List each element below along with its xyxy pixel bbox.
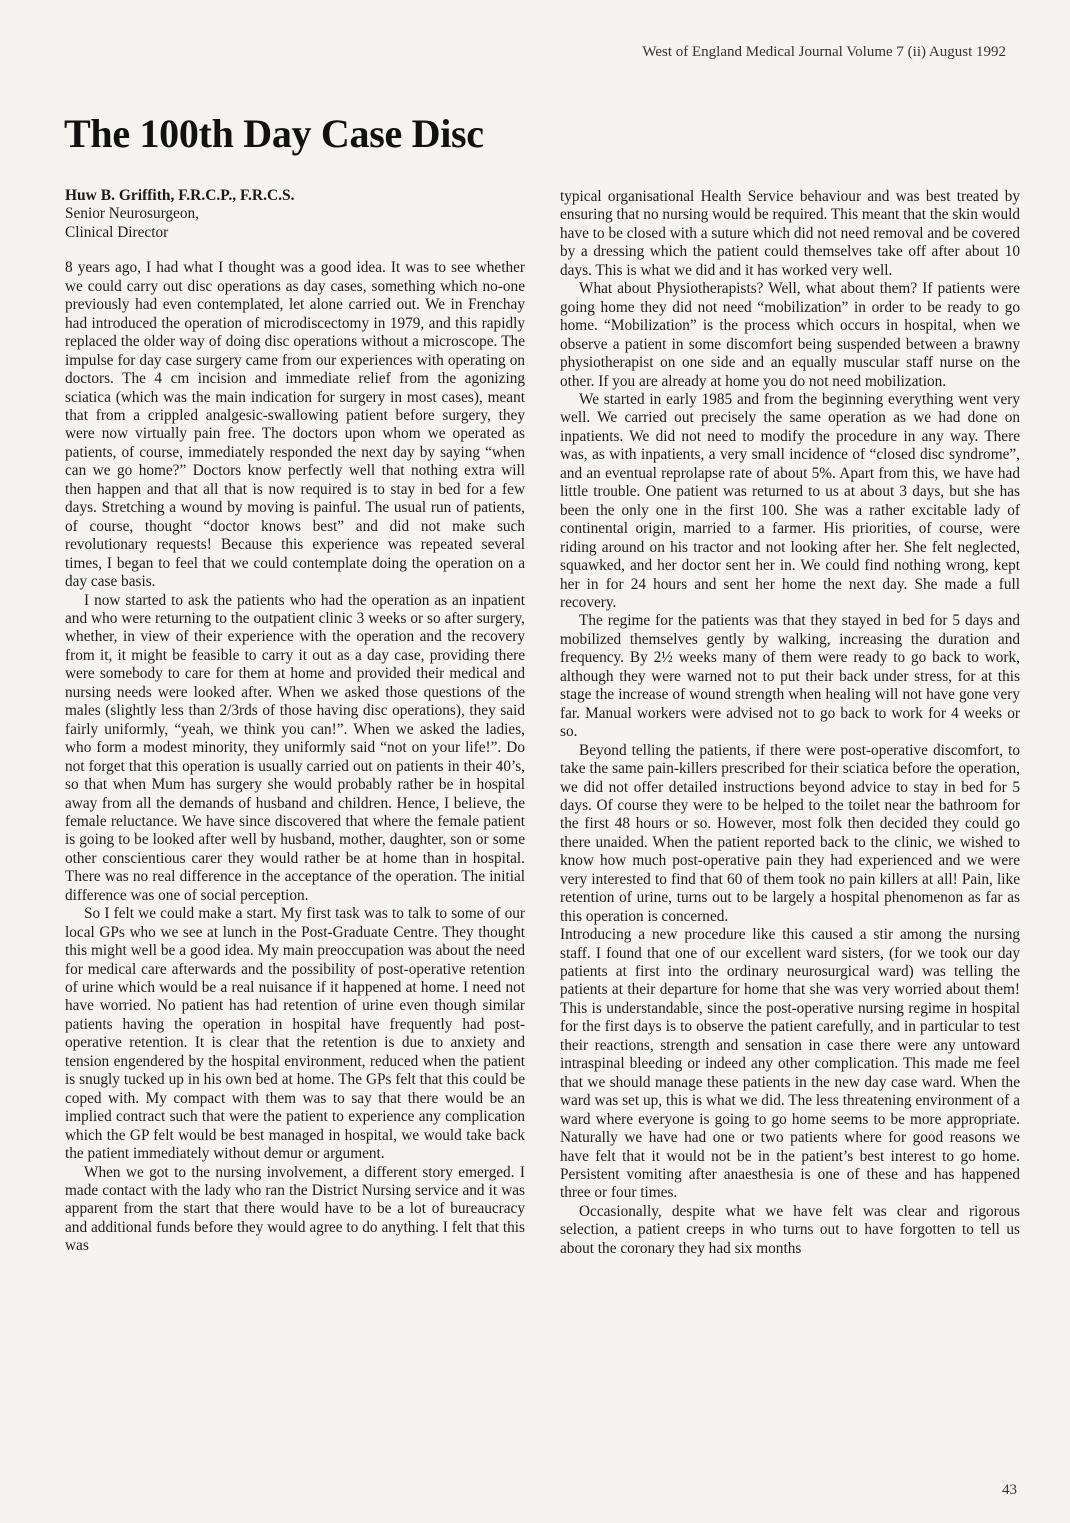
paragraph: 8 years ago, I had what I thought was a good idea. It was to see whether we could carry out disc operations as day cases, something which no-one previously had even contemplated, let alone carried out. We in Frenchay had introduced the operation of microdiscectomy in 1979, and this rapidly replaced the older way of doing disc operations without a microscope. The impulse for day case surgery came from our experiences with operating on doctors. The 4 cm incision and immediate relief from the agonizing sciatica (which was the main indication for surgery in most cases), meant that from a crippled analgesic-swallowing patient before surgery, they were now virtually pain free. The doctors upon whom we operated as patients, of course, immediately responded the next day by saying “when can we go home?” Doctors know perfectly well that nothing extra will then happen and that all that is now required is to stay in bed for a few days. Stretching a wound by moving is painful. The usual run of patients, of course, thought “doctor knows best” and did not make such revolutionary requests! Because this experience was repeated several times, I began to feel that we could contemplate doing the operation on a day case basis. [65,259,525,591]
paragraph: typical organisational Health Service behaviour and was best treated by ensuring that no nursing would be required. This meant that the skin would have to be closed with a suture which did not need removal and be covered by a dressing which the patient could themselves take off after about 10 days. This is what we did and it has worked very well. [560,188,1020,279]
running-head: West of England Medical Journal Volume 7 (ii) August 1992 [642,44,1006,60]
paragraph: When we got to the nursing involvement, a different story emerged. I made contact with the lady who ran the District Nursing service and it was apparent from the start that there would have to be a lot of bureaucracy and additional funds before they would agree to do anything. I felt that this was [65,1163,525,1255]
author-name: Huw B. Griffith, F.R.C.P., F.R.C.S. [65,187,295,204]
paragraph: Beyond telling the patients, if there were post-operative discomfort, to take the same pain-killers prescribed for their sciatica before the operation, we did not offer detailed instructions beyond advice to stay in bed for 5 days. Of course they were to be helped to the toilet near the bathroom for the first 48 hours or so. However, most folk then decided they could go there unaided. When the patient reported back to the clinic, we wished to know how much post-operative pain they had experienced and we were very interested to find that 60 of them took no pain killers at all! Pain, like retention of urine, turns out to be largely a hospital phenomenon as far as this operation is concerned. [560,741,1020,925]
right-column [560,188,1020,1258]
author-position: Senior Neurosurgeon, [65,205,199,223]
author-block [65,187,525,242]
paragraph: Introducing a new procedure like this caused a stir among the nursing staff. I found that one of our excellent ward sisters, (for we took our day patients at first into the ordinary neurosurgical ward) was telling the patients at their departure for home that she was very worried about them! This is understandable, since the post-operative nursing regime in hospital for the first days is to observe the patient carefully, and in particular to test their reactions, strength and sensation in case there were any untoward intraspinal bleeding or indeed any other complication. This made me feel that we should manage these patients in the new day case ward. When the ward was set up, this is what we did. The less threatening environment of a ward where everyone is going to go home seems to be more appropriate. Naturally we have had one or two patients where for good reasons we have felt that it would not be in the patient’s best interest to go home. Persistent vomiting after anaesthesia is one of these and has happened three or four times. [560,926,1020,1202]
paragraph: The regime for the patients was that they stayed in bed for 5 days and mobilized themselves gently by walking, increasing the duration and frequency. By 2½ weeks many of them were ready to go back to work, although they were warned not to put their back under stress, for at this stage the increase of wound strength when healing will not have gone very far. Manual workers were advised not to go back to work for 4 weeks or so. [560,612,1020,741]
paragraph: So I felt we could make a start. My first task was to talk to some of our local GPs who we see at lunch in the Post-Graduate Centre. They thought this might well be a good idea. My main preoccupation was about the need for medical care afterwards and the possibility of post-operative retention of urine which would be a real nuisance if it happened at home. I need not have worried. No patient has had retention of urine even though similar patients having the operation in hospital have frequently had post-operative retention. It is clear that the retention is due to anxiety and tension engendered by the hospital environment, reduced when the patient is snugly tucked up in his own bed at home. The GPs felt that this could be coped with. My compact with them was to say that there would be an implied contract such that were the patient to experience any complication which the GP felt would be best managed in hospital, we would take back the patient immediately without demur or argument. [65,905,525,1163]
paragraph: I now started to ask the patients who had the operation as an inpatient and who were returning to the outpatient clinic 3 weeks or so after surgery, whether, in view of their experience with the operation and the recovery from it, it might be feasible to carry it out as a day case, providing there were somebody to care for them at home and provided their medical and nursing needs were looked after. When we asked those questions of the males (slightly less than 2/3rds of those having disc operations), they said fairly uniformly, “yeah, we think you can!”. When we asked the ladies, who form a modest minority, they uniformly said “not on your life!”. Do not forget that this operation is usually carried out on patients in their 40’s, so that when Mum has surgery she would probably rather be in hospital away from all the demands of husband and children. Hence, I believe, the female reluctance. We have since discovered that where the female patient is going to be looked after well by husband, mother, daughter, son or some other conscientious carer they would rather be at home than in hospital. There was no real difference in the acceptance of the operation. The initial difference was one of social perception. [65,591,525,904]
paragraph: We started in early 1985 and from the beginning everything went very well. We carried out precisely the same operation as we had done on inpatients. We did not need to modify the procedure in any way. There was, as with inpatients, a very small incidence of “closed disc syndrome”, and an eventual reprolapse rate of about 5%. Apart from this, we have had little trouble. One patient was returned to us at about 3 days, but she has been the only one in the first 100. She was a rather excitable lady of continental origin, married to a farmer. His priorities, of course, were riding around on his tractor and not looking after her. She felt neglected, squawked, and her doctor sent her in. We could find nothing wrong, kept her in for 24 hours and sent her home the next day. She made a full recovery. [560,390,1020,611]
left-column [65,187,525,1256]
paragraph: What about Physiotherapists? Well, what about them? If patients were going home they did not need “mobilization” in order to be ready to go home. “Mobilization” is the process which occurs in hospital, when we observe a patient in some discomfort being suspended between a brawny physiotherapist on one side and an equally muscular staff nurse on the other. If you are already at home you do not need mobilization. [560,280,1020,390]
article-title: The 100th Day Case Disc [64,111,484,156]
paragraph: Occasionally, despite what we have felt was clear and rigorous selection, a patient creeps in who turns out to have forgotten to tell us about the coronary they had six months [560,1202,1020,1257]
page-number: 43 [1002,1482,1017,1498]
author-role: Clinical Director [65,223,169,241]
